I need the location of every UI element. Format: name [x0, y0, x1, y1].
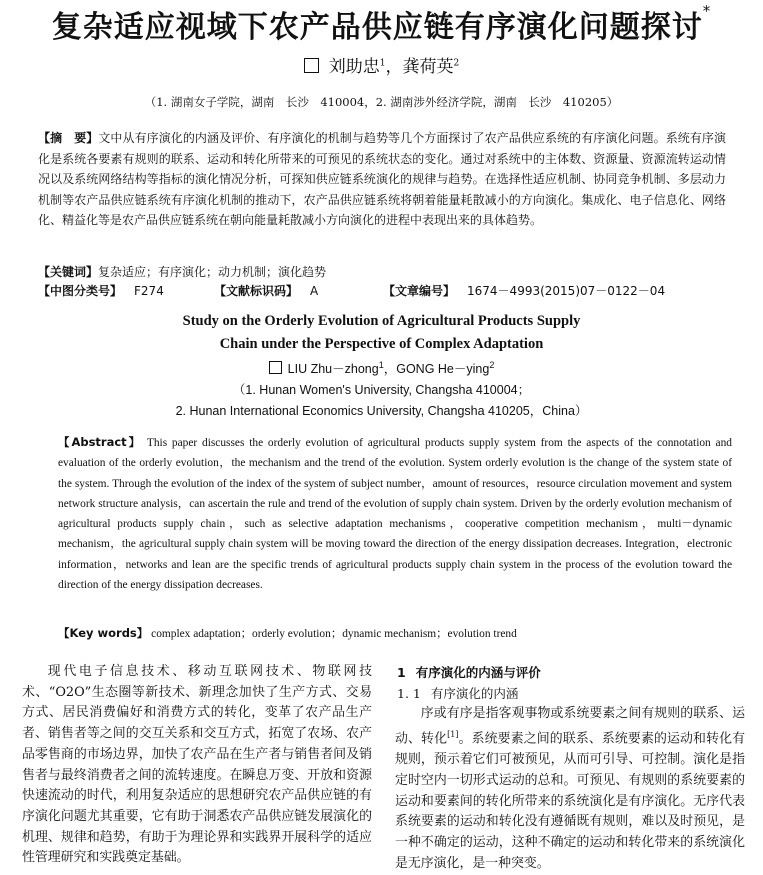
authors-en: [0, 359, 763, 377]
section-1-1-heading: [395, 684, 745, 705]
title-en-line-1: Study on the Orderly Evolution of Agricultural Products Supply: [182, 313, 581, 329]
checkbox-square-icon: [304, 58, 319, 73]
abstract-cn: [38, 128, 726, 231]
author-en-2: GONG He－ying: [396, 362, 490, 376]
body-left-column: [22, 662, 372, 869]
doc-label: 【文献标识码】: [214, 284, 299, 298]
keywords-cn-label: 【关键词】: [38, 265, 99, 279]
title-text: 复杂适应视域下农产品供应链有序演化问题探讨: [51, 10, 703, 45]
citation-ref[interactable]: [1]: [447, 730, 459, 740]
affiliation-en-2: 2. Hunan International Economics University, Changsha 410205，China）: [175, 404, 588, 418]
checkbox-square-icon: [269, 361, 282, 374]
section-1-number: 1: [397, 665, 406, 680]
paper-title: [0, 2, 763, 46]
authors-cn: [0, 52, 763, 77]
keywords-cn-text: 复杂适应；有序演化；动力机制；演化趋势: [98, 265, 327, 279]
author-en-1-affil: 1: [378, 359, 384, 370]
keywords-cn: [38, 263, 726, 280]
keywords-en: [58, 625, 732, 641]
author-en-1: LIU Zhu－zhong: [287, 362, 379, 376]
section-1-1-title: 有序演化的内涵: [430, 685, 519, 701]
clc-group: [38, 282, 164, 299]
author-separator: ，: [385, 57, 403, 77]
abstract-en: [58, 432, 732, 595]
section-1-title: 有序演化的内涵与评价: [415, 665, 541, 680]
doc-group: [214, 282, 318, 299]
affiliation-cn: （1. 湖南女子学院，湖南 长沙 410004，2. 湖南涉外经济学院，湖南 长沙 410205）: [144, 95, 619, 109]
clc-value: F274: [134, 284, 164, 298]
affiliation-en-1: （1. Hunan Women's University, Changsha 410004；: [232, 383, 531, 397]
abstract-en-label: 【Abstract】: [58, 435, 143, 449]
section-1-1-paragraph: [395, 704, 745, 874]
author-1-affil: 1: [379, 58, 386, 69]
author-1: 刘助忠: [328, 57, 380, 77]
body-right-column: [395, 663, 745, 874]
section-1-1-number: 1. 1: [397, 685, 421, 701]
title-en-line-2: Chain under the Perspective of Complex Adaptation: [219, 336, 544, 352]
intro-paragraph: 现代电子信息技术、移动互联网技术、物联网技术、“O2O”生态圈等新技术、新理念加快了生产方式、交易方式、居民消费偏好和消费方式的转化，变革了农产品生产者、销售者等之间的交互关系和交互方式，拓宽了农场、农产品零售商的市场边界，加快了农产品在生产者与销售者间及销售者与最终消费者之间的流转速度。在瞬息万变、开放和资源快速流动的时代，利用复杂适应的思想研究农产品供应链的有序演化问题尤其重要，它有助于洞悉农产品供应链发展演化的机理、规律和趋势，有助于为理论界和实践界开展科学的适应性管理研究和实践奠定基础。: [22, 664, 372, 866]
abstract-cn-label: 【摘 要】: [38, 131, 99, 145]
doc-value: A: [310, 284, 319, 298]
para-part-b: 。系统要素之间的联系、系统要素的运动和转化有规则，预示着它们可被预见，从而可引导、可控制。演化是指定时空内一切形式运动的总和。可预见、有规则的系统要素的运动和要素间的转化所带来的系统演化是有序演化。无序代表系统要素的运动和转化没有遵循既有规则，难以及时预见，是一种不确定的运动，这种不确定的运动和转化带来的系统演化是无序演化，是一种突变。: [395, 731, 746, 871]
author-2-affil: 2: [453, 58, 460, 69]
title-footnote-mark: *: [702, 2, 712, 20]
author-en-2-affil: 2: [489, 359, 495, 370]
art-label: 【文章编号】: [383, 284, 456, 298]
author-2: 龚荷英: [402, 57, 454, 77]
keywords-en-text: complex adaptation；orderly evolution；dynamic mechanism；evolution trend: [148, 628, 517, 640]
para-part-a: 序或有序是指客观事物或系统要素之间有规则的联系、运动、转化: [395, 706, 745, 747]
abstract-en-text: This paper discusses the orderly evolution of agricultural products supply system from the aspects of the connotation and evaluation of the orderly evolution，the mechanism and the trend of the evolution. System orderly evolution is the change of the system state of the system. Through the evolution of the index of the system of subject number，amount of resources，resource circulation movement and system network structure analysis，can ascertain the rule and trend of the evolution of supply chain system. Driven by the orderly evolution mechanism of agricultural products supply chain，such as selective adaptation mechanisms，cooperative competition mechanism，multi－dynamic mechanism，the agricultural supply chain system will be moving toward the direction of the energy dissipation decreases. Integration，electronic information，networks and lean are the specific trends of agricultural products supply chain system in the process of the evolution toward the direction of the energy dissipation decreases.: [58, 437, 732, 592]
art-group: [383, 282, 665, 299]
art-value: 1674－4993(2015)07－0122－04: [467, 284, 666, 298]
section-1-heading: [395, 663, 745, 684]
author-en-separator: ，: [383, 362, 397, 376]
abstract-cn-text: 文中从有序演化的内涵及评价、有序演化的机制与趋势等几个方面探讨了农产品供应系统的有序演化问题。系统有序演化是系统各要素有规则的联系、运动和转化所带来的可预见的系统状态的变化。通过对系统中的主体数、资源量、资源流转运动情况以及系统网络结构等指标的演化情况分析，可探知供应链系统演化的规律与趋势。在选择性适应机制、协同竞争机制、多层动力机制等农产品供应链系统有序演化机制的推动下，农产品供应链系统将朝着能量耗散减小的方向演化。集成化、电子信息化、网络化、精益化等是农产品供应链系统在朝向能量耗散减小方向演化的进程中表现出来的具体趋势。: [38, 131, 726, 228]
clc-label: 【中图分类号】: [38, 284, 123, 298]
keywords-en-label: 【Key words】: [58, 626, 149, 640]
